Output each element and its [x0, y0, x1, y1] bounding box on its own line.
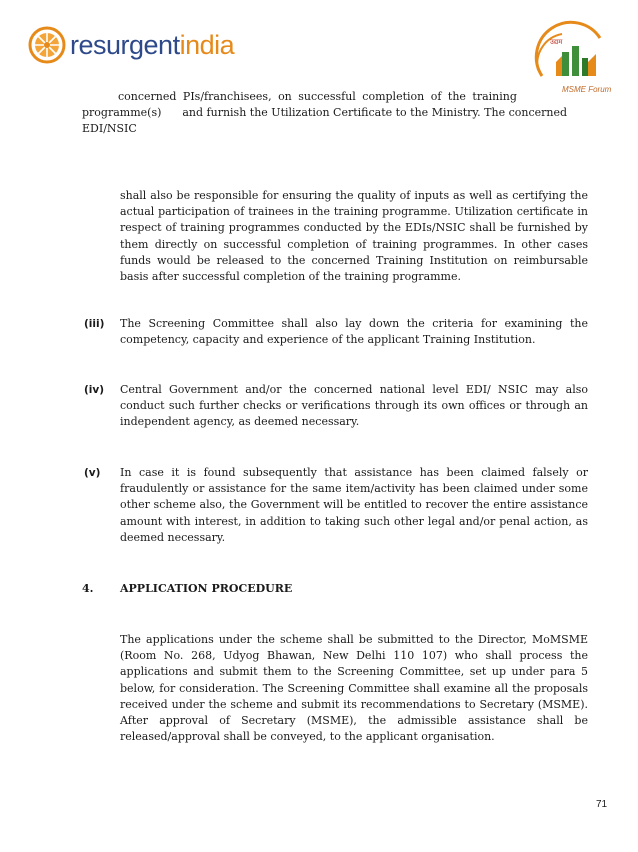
logo-word-part2: india — [179, 30, 235, 60]
resurgentindia-logo — [28, 26, 238, 66]
list-item-text: The Screening Committee shall also lay down the criteria for examining the competency, capacity and experience of the applicant Training Institution. — [120, 317, 588, 347]
list-item-iv — [84, 382, 588, 432]
logo-word-part1: resurgent — [70, 30, 180, 60]
page-number: 71 — [596, 799, 608, 810]
logo-caption: MSME Forum — [562, 85, 612, 94]
application-paragraph: The applications under the scheme shall be submitted to the Director, MoMSME (Room No. 268, Udyog Bhawan, New Delhi 110 107) who shall process the applications and submit them to the Screening Committee, set up under para 5 below, for consideration. The Screening Committee shall examine all the proposals received under the scheme and submit its recommendations to Secretary (MSME). After approval of Secretary (MSME), the admissible assistance shall be released/approval shall be conveyed, to the applicant organisation. — [120, 633, 588, 744]
top-paragraph — [82, 89, 588, 138]
msme-emblem-icon — [522, 18, 614, 88]
list-item-text: In case it is found subsequently that assistance has been claimed falsely or fraudulently or assistance for the same item/activity has been claimed under some other scheme also, the Government will be entitled to recover the entire assistance amount with interest, in addition to taking such other legal and/or penal action, as deemed necessary. — [120, 466, 588, 544]
top-paragraph-line3: EDI/NSIC — [82, 122, 137, 136]
orange-wheel-icon — [28, 26, 66, 64]
main-paragraph: shall also be responsible for ensuring the quality of inputs as well as certifying the actual participation of trainees in the training programme. Utilization certificate in respect of training programmes conducted by the EDIs/NSIC shall be furnished by them directly on successful completion of training programmes. In other cases funds would be released to the concerned Training Institution on reimbursable basis after successful completion of the training programme. — [120, 189, 588, 284]
list-item-v — [84, 465, 588, 549]
list-item-number: (iv) — [84, 384, 105, 396]
list-item-text: Central Government and/or the concerned national level EDI/ NSIC may also conduct such further checks or verifications through its own offices or through an independent agency, as deemed necessary. — [120, 383, 588, 429]
msme-forum-logo — [522, 18, 614, 98]
list-item-iii — [84, 316, 588, 350]
section-title: APPLICATION PROCEDURE — [120, 582, 293, 595]
svg-text:उद्यम: उद्यम — [550, 38, 563, 46]
section-number: 4. — [82, 582, 94, 595]
top-paragraph-line1: concerned PIs/franchisees, on successful completion of the training — [118, 90, 517, 103]
list-item-number: (v) — [84, 467, 101, 479]
logo-wordmark — [70, 30, 234, 61]
list-item-number: (iii) — [84, 318, 105, 330]
top-paragraph-line2: programme(s) and furnish the Utilization Certificate to the Ministry. The concerned — [82, 106, 568, 120]
